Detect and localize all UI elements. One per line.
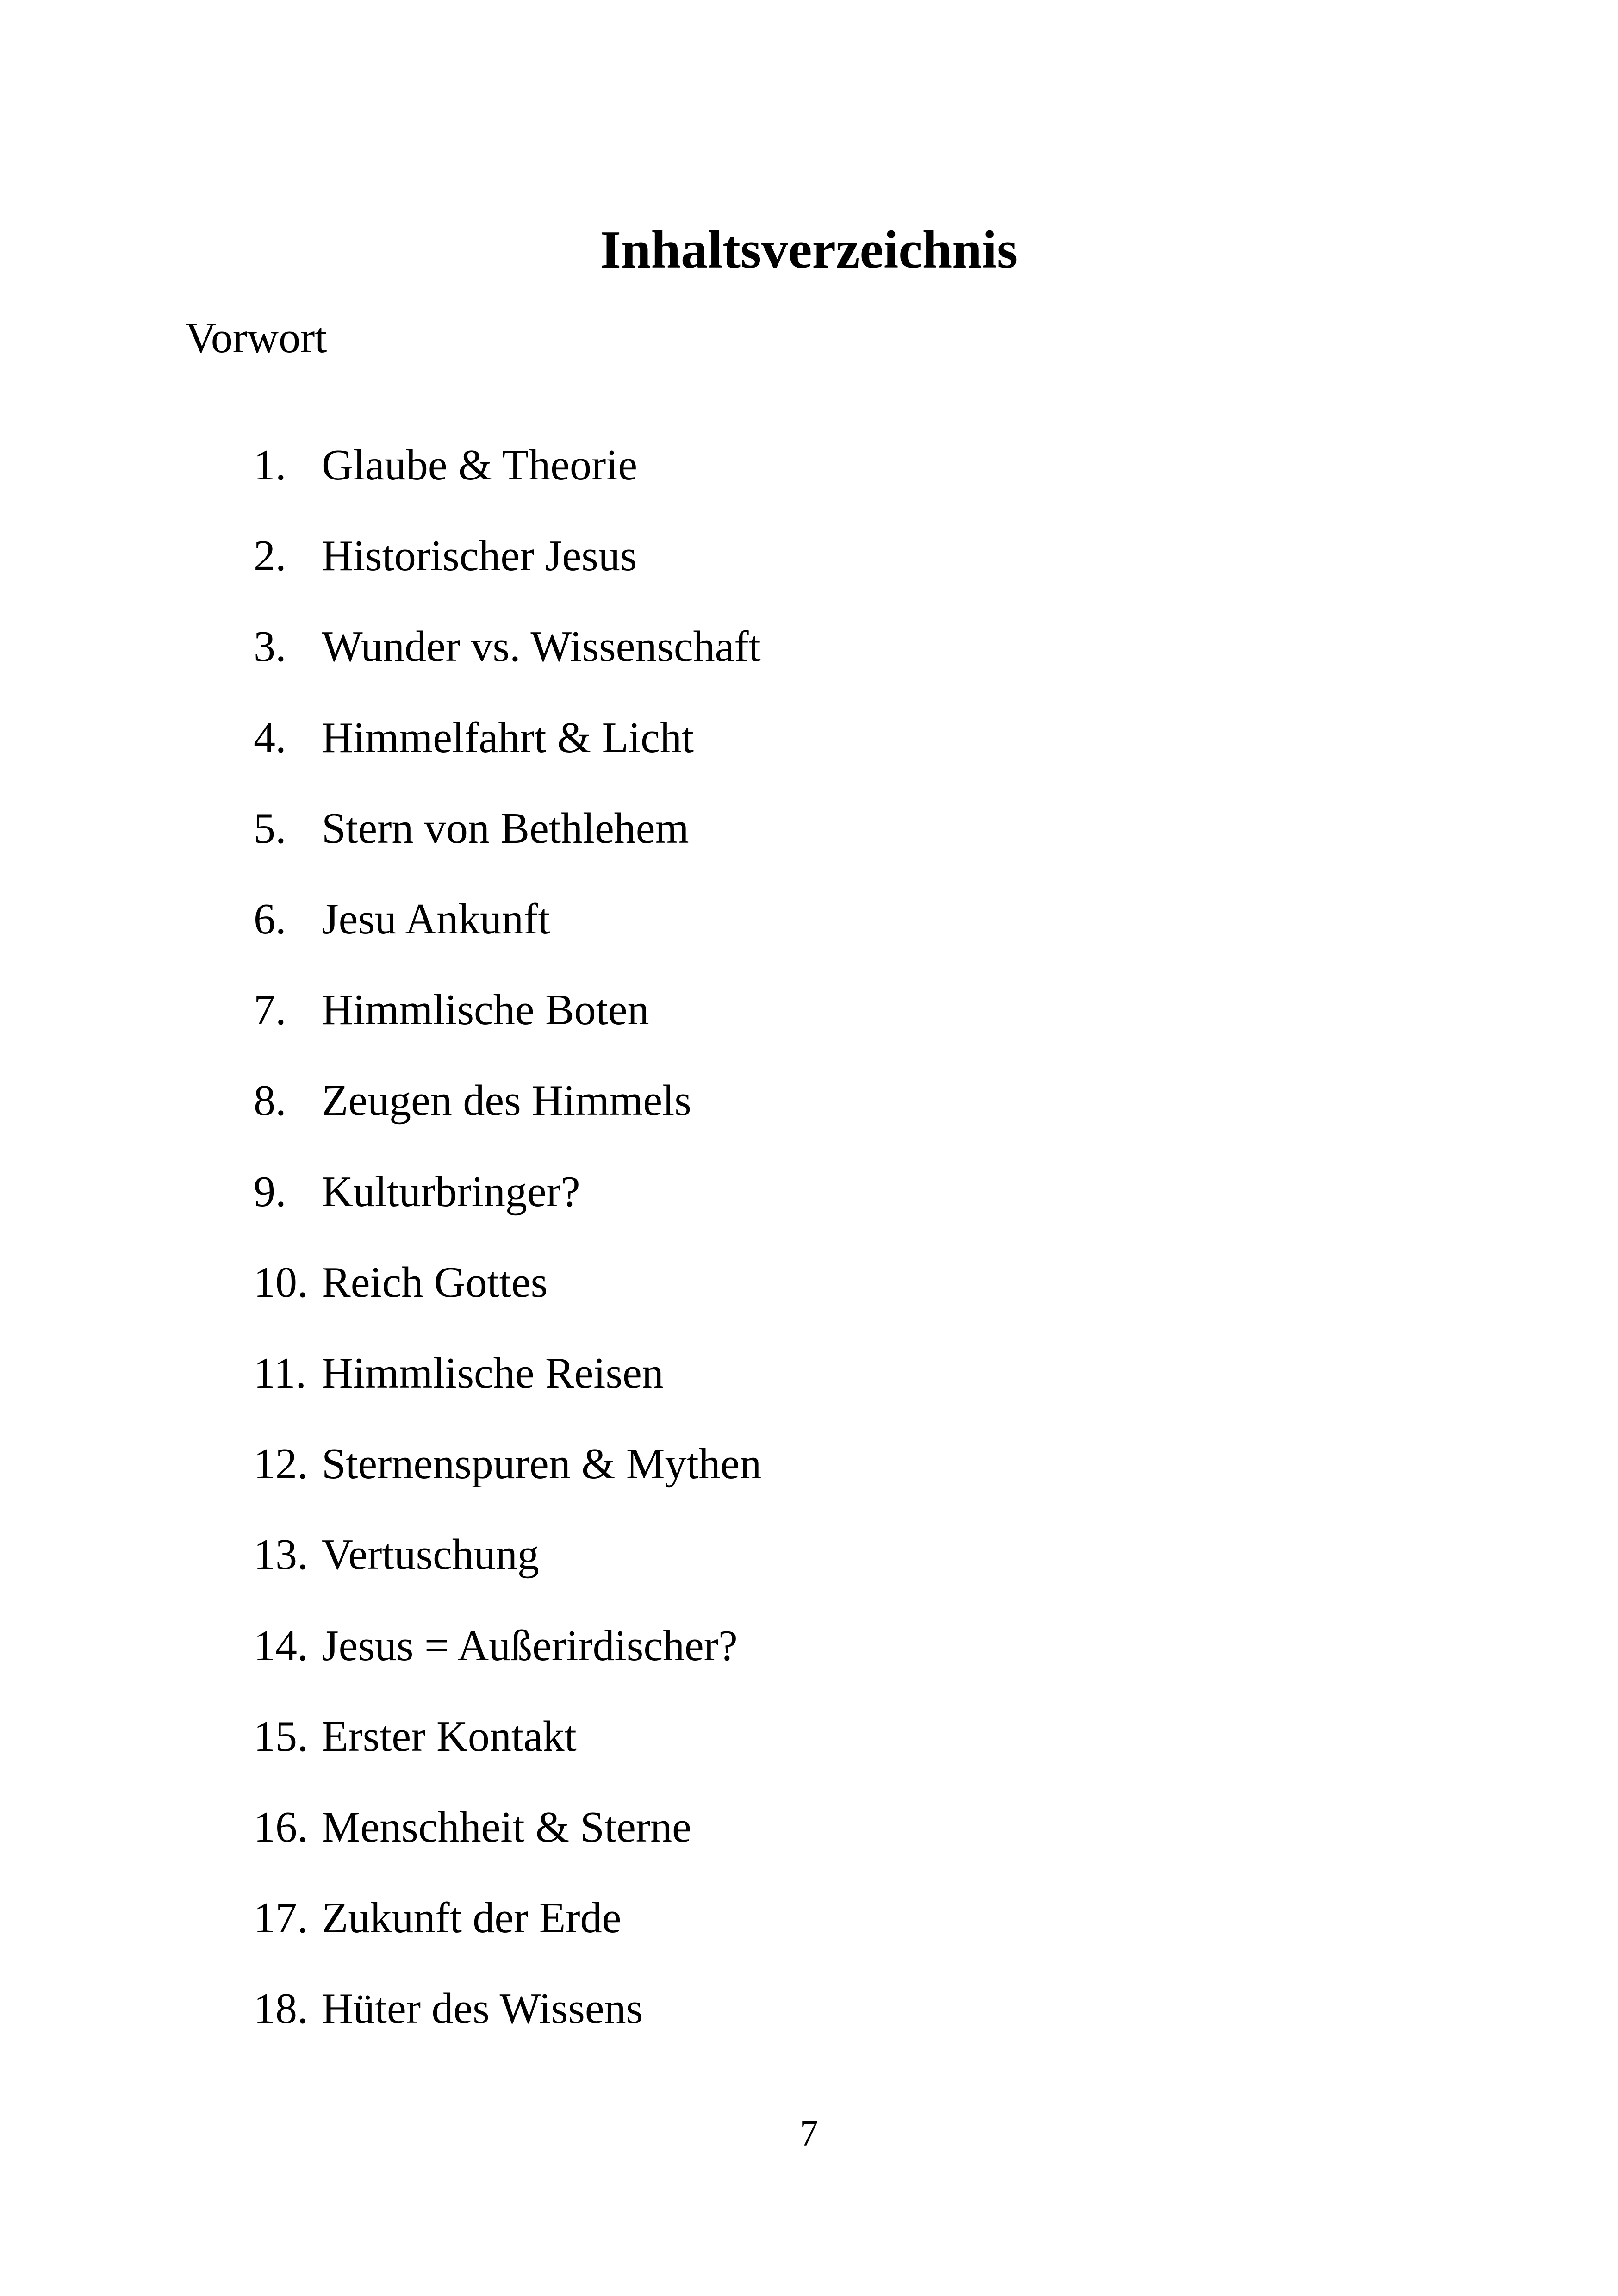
toc-entry: [0, 710, 1203, 765]
toc-entry-number: 3.: [254, 622, 286, 671]
toc-entry: [0, 1799, 1203, 1855]
toc-entry-number: 6.: [254, 895, 286, 943]
toc-entry-label: Himmlische Reisen: [322, 1349, 664, 1397]
toc-entry-label: Stern von Bethlehem: [322, 804, 689, 852]
toc-entry: [0, 891, 1203, 947]
toc-entry-number: 10.: [254, 1258, 308, 1307]
toc-entry-label: Historischer Jesus: [322, 532, 637, 580]
page-title: Inhaltsverzeichnis: [600, 220, 1018, 280]
toc-entry-label: Himmlische Boten: [322, 986, 649, 1034]
toc-entry-label: Jesu Ankunft: [322, 895, 550, 943]
toc-entry-label: Menschheit & Sterne: [322, 1803, 691, 1851]
toc-entry-label: Zukunft der Erde: [322, 1894, 622, 1942]
toc-entry: [0, 1073, 1203, 1128]
toc-entry-number: 16.: [254, 1803, 308, 1851]
toc-entry-label: Jesus = Außerirdischer?: [322, 1622, 738, 1670]
toc-entry: [0, 1255, 1203, 1310]
toc-entry-number: 14.: [254, 1622, 308, 1670]
toc-entry: [0, 1709, 1203, 1764]
toc-entry-label: Reich Gottes: [322, 1258, 548, 1307]
toc-entry: [0, 1345, 1203, 1401]
toc-entry: [0, 1890, 1203, 1946]
toc-entry-number: 7.: [254, 986, 286, 1034]
toc-entry-number: 17.: [254, 1894, 308, 1942]
toc-entry: [0, 801, 1203, 856]
toc-entry: [0, 437, 1203, 493]
toc-entry-number: 5.: [254, 804, 286, 852]
toc-entry-label: Sternenspuren & Mythen: [322, 1440, 762, 1488]
toc-entry-label: Zeugen des Himmels: [322, 1076, 691, 1125]
toc-entry: [0, 982, 1203, 1038]
toc-entry-number: 9.: [254, 1168, 286, 1216]
toc-entry-label: Hüter des Wissens: [322, 1985, 643, 2033]
toc-entry-number: 11.: [254, 1349, 307, 1397]
toc-entry: [0, 1981, 1203, 2036]
toc-entry: [0, 1164, 1203, 1220]
toc-entry-number: 2.: [254, 532, 286, 580]
toc-entry-label: Kulturbringer?: [322, 1168, 580, 1216]
page-number: 7: [800, 2113, 818, 2154]
toc-entry-number: 4.: [254, 714, 286, 762]
toc-entry-label: Glaube & Theorie: [322, 441, 638, 489]
toc-entry-number: 18.: [254, 1985, 308, 2033]
toc-entry-label: Erster Kontakt: [322, 1712, 577, 1761]
toc-entry-number: 1.: [254, 441, 286, 489]
toc-entry: [0, 1527, 1203, 1582]
toc-entry-label: Vertuschung: [322, 1531, 539, 1579]
toc-entry: [0, 619, 1203, 674]
toc-entry-label: Himmelfahrt & Licht: [322, 714, 694, 762]
toc-entry: [0, 1436, 1203, 1492]
toc-entry-number: 12.: [254, 1440, 308, 1488]
toc-entry-label: Wunder vs. Wissenschaft: [322, 622, 761, 671]
toc-entry-preface: Vorwort: [185, 314, 327, 362]
toc-entry: [0, 1618, 1203, 1674]
toc-entry-number: 8.: [254, 1076, 286, 1125]
toc-entry-number: 15.: [254, 1712, 308, 1761]
toc-entry: [0, 528, 1203, 584]
toc-entry-number: 13.: [254, 1531, 308, 1579]
